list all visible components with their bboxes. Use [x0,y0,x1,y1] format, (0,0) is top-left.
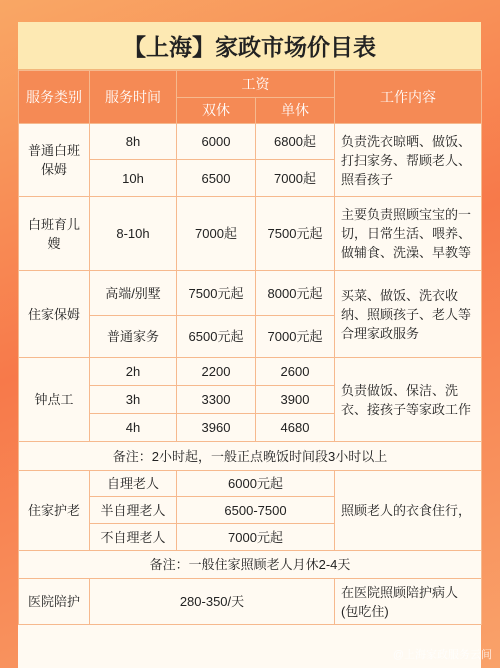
content-cell: 买菜、做饭、洗衣收纳、照顾孩子、老人等合理家政服务 [335,271,482,358]
time-cell: 2h [90,358,177,386]
header-danxiu: 单休 [256,98,335,124]
table-row [19,124,482,160]
category-cell: 钟点工 [19,358,90,442]
time-cell: 8-10h [90,197,177,271]
content-cell: 负责洗衣晾晒、做饭、打扫家务、帮顾老人、照看孩子 [335,124,482,197]
time-cell: 3h [90,386,177,414]
note-row [19,442,482,471]
shuangxiu-cell: 6500 [177,160,256,197]
header-time: 服务时间 [90,71,177,124]
shuangxiu-cell: 3960 [177,414,256,442]
table-row [19,471,482,497]
time-cell: 普通家务 [90,316,177,358]
table-row [19,271,482,316]
time-cell: 10h [90,160,177,197]
elder-type-cell: 半自理老人 [90,497,177,524]
elder-type-cell: 自理老人 [90,471,177,497]
shuangxiu-cell: 2200 [177,358,256,386]
header-content: 工作内容 [335,71,482,124]
category-cell: 住家护老 [19,471,90,551]
content-cell: 在医院照顾陪护病人(包吃住) [335,579,482,625]
danxiu-cell: 8000元起 [256,271,335,316]
hospital-price-cell: 280-350/天 [90,579,335,625]
elder-price-cell: 7000元起 [177,524,335,551]
danxiu-cell: 4680 [256,414,335,442]
danxiu-cell: 6800起 [256,124,335,160]
header-wage: 工资 [177,71,335,98]
category-cell: 住家保姆 [19,271,90,358]
price-card [18,22,481,668]
price-table [18,70,482,625]
shuangxiu-cell: 7000起 [177,197,256,271]
shuangxiu-cell: 6000 [177,124,256,160]
note-row [19,551,482,579]
time-cell: 8h [90,124,177,160]
category-cell: 白班育儿嫂 [19,197,90,271]
content-cell: 主要负责照顾宝宝的一切，日常生活、喂养、做辅食、洗澡、早教等 [335,197,482,271]
danxiu-cell: 7500元起 [256,197,335,271]
elder-price-cell: 6500-7500 [177,497,335,524]
header-category: 服务类别 [19,71,90,124]
hourly-note: 备注：2小时起，一般正点晚饭时间段3小时以上 [19,442,482,471]
content-cell: 照顾老人的衣食住行， [335,471,482,551]
page-title: 【上海】家政市场价目表 [18,22,481,70]
category-cell: 普通白班保姆 [19,124,90,197]
time-cell: 高端/别墅 [90,271,177,316]
category-cell: 医院陪护 [19,579,90,625]
danxiu-cell: 7000元起 [256,316,335,358]
elder-type-cell: 不自理老人 [90,524,177,551]
shuangxiu-cell: 6500元起 [177,316,256,358]
shuangxiu-cell: 7500元起 [177,271,256,316]
danxiu-cell: 7000起 [256,160,335,197]
table-row [19,579,482,625]
header-shuangxiu: 双休 [177,98,256,124]
elder-price-cell: 6000元起 [177,471,335,497]
watermark: @上海家政服务云间 [392,649,492,661]
time-cell: 4h [90,414,177,442]
shuangxiu-cell: 3300 [177,386,256,414]
header-row [19,71,482,98]
elder-note: 备注：一般住家照顾老人月休2-4天 [19,551,482,579]
table-row [19,197,482,271]
danxiu-cell: 3900 [256,386,335,414]
table-row [19,358,482,386]
danxiu-cell: 2600 [256,358,335,386]
content-cell: 负责做饭、保洁、洗衣、接孩子等家政工作 [335,358,482,442]
